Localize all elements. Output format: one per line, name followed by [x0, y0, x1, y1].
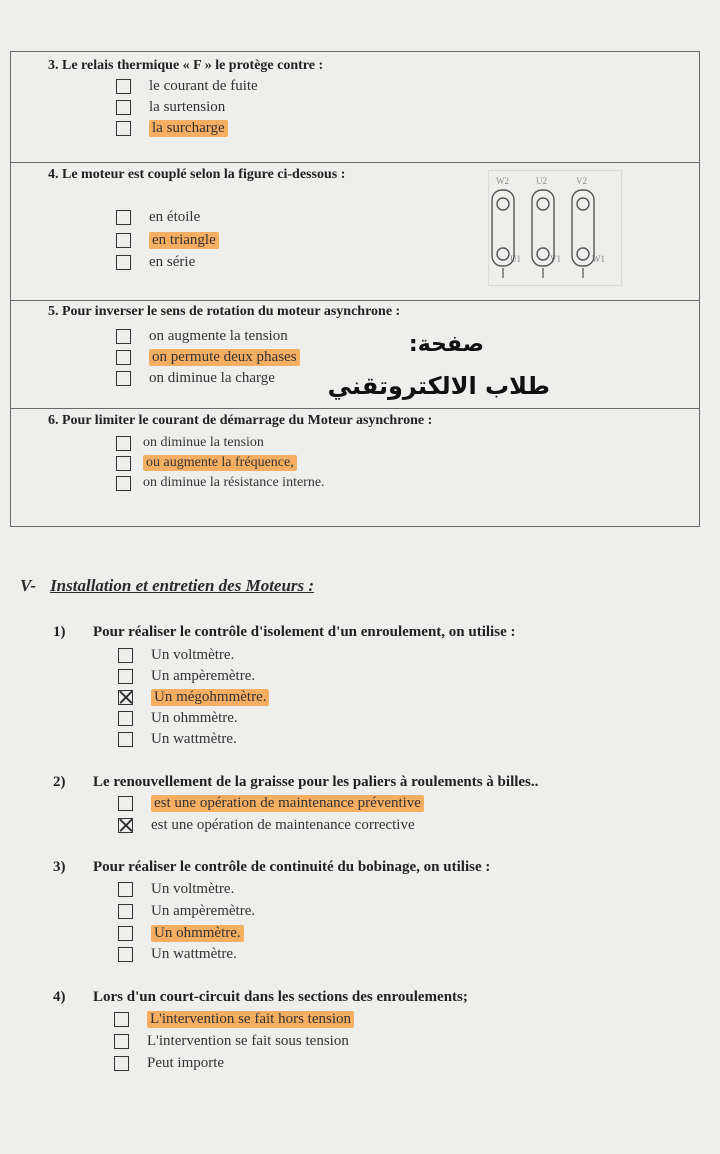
motor-coupling-diagram	[488, 170, 622, 286]
question-4-option-3[interactable]: en série	[116, 252, 195, 272]
checkbox-checked[interactable]	[118, 818, 133, 833]
checkbox[interactable]	[118, 711, 133, 726]
checkbox[interactable]	[116, 100, 131, 115]
highlighted-answer: Un ohmmètre.	[151, 925, 244, 942]
highlighted-answer: Un mégohmmètre.	[151, 689, 269, 706]
row-divider	[11, 300, 699, 301]
section-question-3-option-3[interactable]	[118, 923, 244, 943]
highlighted-answer: on permute deux phases	[149, 349, 300, 366]
terminal-label-top: V2	[576, 176, 587, 186]
checkbox-checked[interactable]	[118, 690, 133, 705]
checkbox[interactable]	[116, 436, 131, 451]
section-question-3-option-2[interactable]: Un ampèremètre.	[118, 901, 255, 921]
section-question-4-option-1[interactable]	[114, 1009, 354, 1029]
row-divider	[11, 408, 699, 409]
terminal-label-top: W2	[496, 176, 509, 186]
checkbox[interactable]	[116, 371, 131, 386]
page-watermark-line2: طلاب الالكتروتقني	[327, 372, 550, 400]
question-6-title: 6. Pour limiter le courant de démarrage du Moteur asynchrone :	[48, 413, 433, 428]
checkbox[interactable]	[116, 121, 131, 136]
question-6-option-1[interactable]: on diminue la tension	[116, 433, 264, 453]
section-question-4-option-2[interactable]: L'intervention se fait sous tension	[114, 1031, 349, 1051]
section-question-2-option-2[interactable]: est une opération de maintenance corrective	[118, 815, 415, 835]
row-divider	[11, 162, 699, 163]
terminal	[577, 248, 589, 260]
section-question-1-title: 1) Pour réaliser le contrôle d'isolement d'un enroulement, on utilise :	[53, 624, 516, 640]
question-4-option-2[interactable]	[116, 230, 219, 250]
terminal-label-top: U2	[536, 176, 547, 186]
checkbox[interactable]	[116, 329, 131, 344]
section-question-1-option-3[interactable]	[118, 687, 269, 707]
section-question-1-option-2[interactable]: Un ampèremètre.	[118, 666, 255, 686]
checkbox[interactable]	[114, 1012, 129, 1027]
terminal	[537, 248, 549, 260]
terminal	[537, 198, 549, 210]
page-watermark-line1: صفحة:	[408, 332, 484, 357]
checkbox[interactable]	[114, 1034, 129, 1049]
question-6-option-3[interactable]: on diminue la résistance interne.	[116, 473, 325, 493]
section-question-2-option-1[interactable]	[118, 793, 424, 813]
highlighted-answer: ou augmente la fréquence,	[143, 455, 297, 471]
section-question-2-title: 2) Le renouvellement de la graisse pour les paliers à roulements à billes..	[53, 774, 539, 790]
question-3-option-3[interactable]	[116, 118, 228, 138]
question-3-title: 3. Le relais thermique « F » le protège contre :	[48, 58, 324, 73]
section-question-1-option-1[interactable]: Un voltmètre.	[118, 645, 234, 665]
terminal	[497, 248, 509, 260]
checkbox[interactable]	[118, 882, 133, 897]
question-5-option-2[interactable]	[116, 347, 300, 367]
section-question-3-title: 3) Pour réaliser le contrôle de continuité du bobinage, on utilise :	[53, 859, 491, 875]
checkbox[interactable]	[116, 233, 131, 248]
checkbox[interactable]	[116, 210, 131, 225]
question-3-option-2[interactable]: la surtension	[116, 97, 225, 117]
highlighted-answer: la surcharge	[149, 120, 228, 137]
checkbox[interactable]	[116, 255, 131, 270]
question-4-title: 4. Le moteur est couplé selon la figure ci-dessous :	[48, 167, 346, 182]
section-question-4-option-3[interactable]: Peut importe	[114, 1053, 224, 1073]
checkbox[interactable]	[118, 648, 133, 663]
section-question-3-option-4[interactable]: Un wattmètre.	[118, 944, 237, 964]
questions-table	[10, 51, 700, 527]
highlighted-answer: est une opération de maintenance préventive	[151, 795, 424, 812]
section-question-1-option-4[interactable]: Un ohmmètre.	[118, 708, 238, 728]
question-5-title: 5. Pour inverser le sens de rotation du moteur asynchrone :	[48, 304, 401, 319]
checkbox[interactable]	[118, 926, 133, 941]
section-question-1-option-5[interactable]: Un wattmètre.	[118, 729, 237, 749]
question-5-option-1[interactable]: on augmente la tension	[116, 326, 288, 346]
terminal	[497, 198, 509, 210]
terminal-label-bottom: U1	[510, 254, 521, 264]
question-3-option-1[interactable]: le courant de fuite	[116, 76, 258, 96]
question-6-option-2[interactable]	[116, 453, 297, 473]
section-question-3-option-1[interactable]: Un voltmètre.	[118, 879, 234, 899]
checkbox[interactable]	[118, 732, 133, 747]
checkbox[interactable]	[118, 669, 133, 684]
section-question-4-title: 4) Lors d'un court-circuit dans les sections des enroulements;	[53, 989, 468, 1005]
checkbox[interactable]	[116, 79, 131, 94]
highlighted-answer: en triangle	[149, 232, 219, 249]
checkbox[interactable]	[116, 476, 131, 491]
diagram-border	[488, 170, 622, 286]
checkbox[interactable]	[116, 456, 131, 471]
section-roman: V-	[20, 576, 37, 595]
terminal-label-bottom: W1	[592, 254, 605, 264]
terminal-label-bottom: V1	[550, 254, 561, 264]
coupling-bar	[572, 190, 594, 266]
checkbox[interactable]	[118, 796, 133, 811]
checkbox[interactable]	[116, 350, 131, 365]
section-heading	[20, 576, 314, 596]
checkbox[interactable]	[114, 1056, 129, 1071]
terminal	[577, 198, 589, 210]
checkbox[interactable]	[118, 947, 133, 962]
section-title: Installation et entretien des Moteurs :	[50, 576, 315, 595]
highlighted-answer: L'intervention se fait hors tension	[147, 1011, 354, 1028]
question-5-option-3[interactable]: on diminue la charge	[116, 368, 275, 388]
checkbox[interactable]	[118, 904, 133, 919]
question-4-option-1[interactable]: en étoile	[116, 207, 200, 227]
